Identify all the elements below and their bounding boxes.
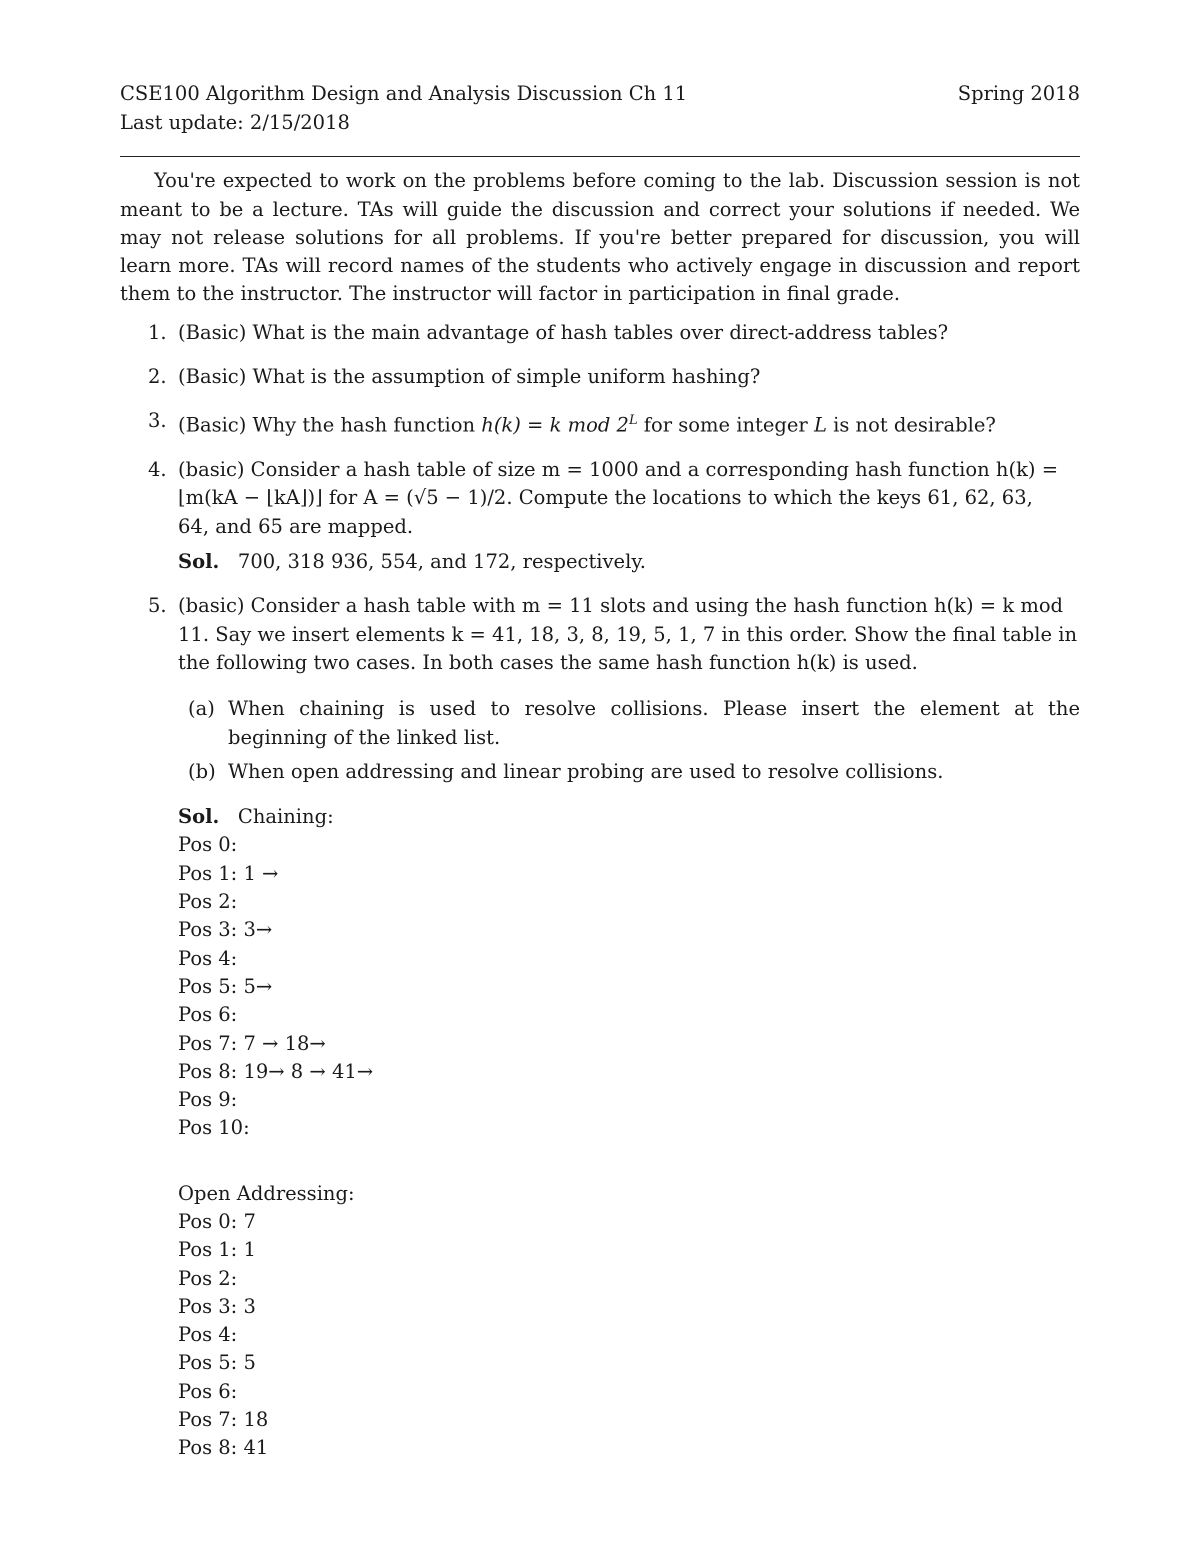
solution-label: Sol. <box>178 550 220 574</box>
subproblem-text: When chaining is used to resolve collisions. Please insert the element at the beginning of the linked list. <box>228 697 1080 749</box>
table-row: Pos 6: <box>178 1003 238 1027</box>
problem-line: 11. Say we insert elements k = 41, 18, 3, 8, 19, 5, 1, 7 in this order. Show the final table in <box>178 622 1077 646</box>
table-row: Pos 4: <box>178 1323 238 1347</box>
table-row: Pos 4: <box>178 946 238 970</box>
table-row: Pos 8: 19→ 8 → 41→ <box>178 1059 374 1083</box>
course-title: CSE100 Algorithm Design and Analysis Discussion Ch 11 <box>120 82 688 105</box>
solution-heading <box>178 803 1080 831</box>
problem-2 <box>120 363 1080 391</box>
table-row: Pos 1: 1 <box>178 1238 256 1262</box>
table-row: Pos 3: 3 <box>178 1294 256 1318</box>
problem-line: (basic) Consider a hash table with m = 11 slots and using the hash function h(k) = k mod <box>178 594 1064 618</box>
subproblem-a <box>120 695 1080 752</box>
table-row: Pos 9: <box>178 1088 238 1112</box>
problem-3 <box>120 407 1080 440</box>
header-rule <box>120 156 1080 157</box>
problem-5-solution <box>120 803 1080 1463</box>
problem-number: 4. <box>148 458 167 482</box>
chaining-table <box>178 831 1080 1142</box>
table-row: Pos 0: <box>178 833 238 857</box>
table-row: Pos 8: 41 <box>178 1436 269 1460</box>
problem-text-b: for some integer <box>637 413 814 437</box>
term: Spring 2018 <box>957 82 1080 105</box>
subproblem-label: (b) <box>188 759 216 783</box>
table-row: Pos 2: <box>178 890 238 914</box>
subproblem-text: When open addressing and linear probing are used to resolve collisions. <box>228 759 944 783</box>
problem-line: the following two cases. In both cases the same hash function h(k) is used. <box>178 650 918 674</box>
exponent: L <box>628 413 638 429</box>
open-addressing-table <box>178 1208 1080 1463</box>
document-page <box>120 80 1080 1463</box>
problem-line: ⌊m(kA − ⌊kA⌋)⌋ for A = (√5 − 1)/2. Compute the locations to which the keys 61, 62, 63, <box>178 486 1033 510</box>
table-row: Pos 3: 3→ <box>178 918 273 942</box>
intro-paragraph: You're expected to work on the problems before coming to the lab. Discussion session is not meant to be a lecture. TAs will guide the discussion and correct your solutions if needed. We may not release solutions for all problems. If you're better prepared for discussion, you will learn more. TAs will record names of the students who actively engage in discussion and report them to the instructor. The instructor will factor in participation in final grade. <box>120 169 1080 306</box>
solution <box>178 548 1080 576</box>
problem-text-a: (Basic) Why the hash function <box>178 413 482 437</box>
problem-4 <box>120 456 1080 576</box>
variable: L <box>813 413 827 437</box>
subproblem-label: (a) <box>188 697 215 721</box>
table-row: Pos 7: 7 → 18→ <box>178 1031 326 1055</box>
problem-text-c: is not desirable? <box>826 413 996 437</box>
table-row: Pos 1: 1 → <box>178 861 279 885</box>
last-update: Last update: 2/15/2018 <box>120 111 350 134</box>
table-row: Pos 2: <box>178 1266 238 1290</box>
subproblem-b <box>120 758 1080 786</box>
table-row: Pos 5: 5→ <box>178 974 273 998</box>
problem-text: (Basic) What is the main advantage of hash tables over direct-address tables? <box>178 320 949 344</box>
problem-1 <box>120 319 1080 347</box>
hash-formula: h(k) = k mod 2 <box>481 413 629 437</box>
problem-number: 2. <box>148 365 167 389</box>
problem-number: 3. <box>148 409 167 433</box>
problem-text: (Basic) What is the assumption of simple uniform hashing? <box>178 365 761 389</box>
problem-line: 64, and 65 are mapped. <box>178 514 414 538</box>
solution-label: Sol. <box>178 805 220 829</box>
problem-5 <box>120 592 1080 677</box>
problem-number: 1. <box>148 320 167 344</box>
header-row <box>120 80 1080 109</box>
table-row: Pos 5: 5 <box>178 1351 256 1375</box>
table-row: Pos 0: 7 <box>178 1210 256 1233</box>
chaining-label: Chaining: <box>237 805 334 829</box>
table-row: Pos 10: <box>178 1116 250 1140</box>
table-row: Pos 7: 18 <box>178 1408 269 1432</box>
problem-line: (basic) Consider a hash table of size m = 1000 and a corresponding hash function h(k) = <box>178 458 1059 482</box>
open-addressing-label: Open Addressing: <box>178 1181 355 1205</box>
solution-text: 700, 318 936, 554, and 172, respectively. <box>237 550 646 574</box>
problem-number: 5. <box>148 594 167 618</box>
table-row: Pos 6: <box>178 1379 238 1403</box>
